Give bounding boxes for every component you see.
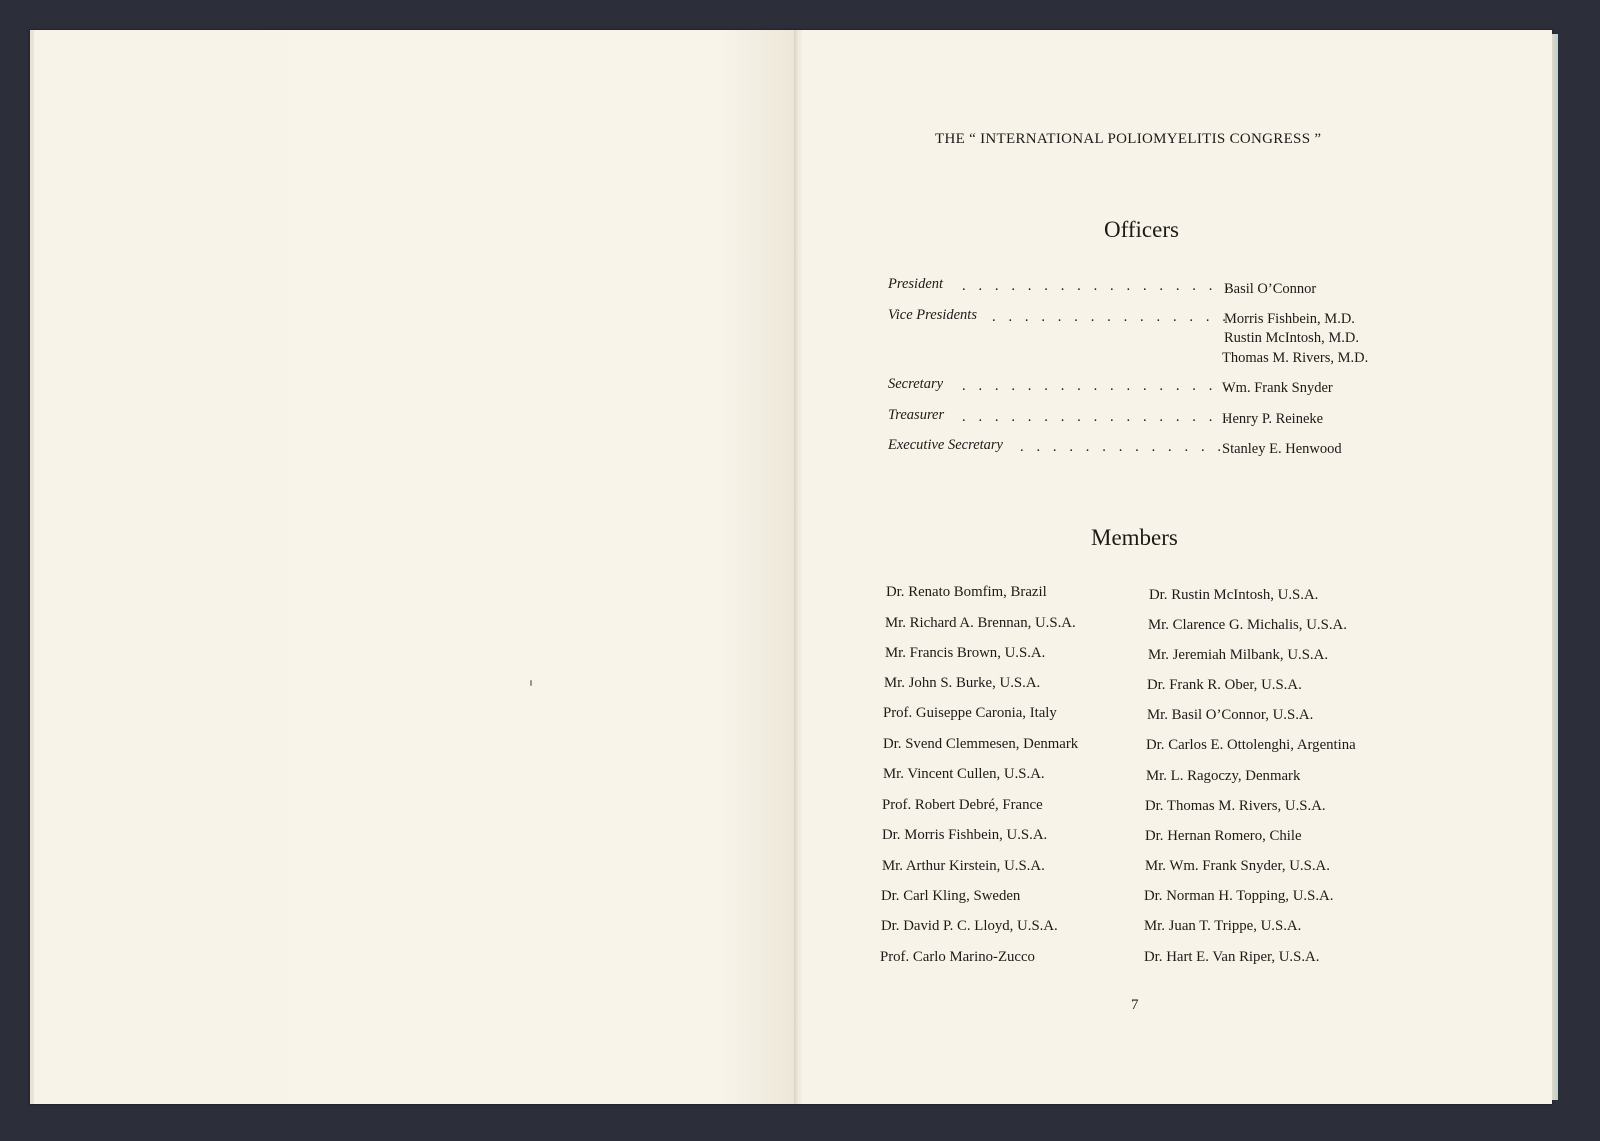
officer-name: Morris Fishbein, M.D. — [1224, 311, 1355, 327]
member-entry: Prof. Carlo Marino-Zucco — [880, 949, 1035, 965]
document-title: THE “ INTERNATIONAL POLIOMYELITIS CONGRESS ” — [935, 131, 1322, 147]
left-blank-page — [30, 30, 796, 1104]
member-entry: Dr. Renato Bomfim, Brazil — [886, 584, 1047, 600]
members-heading: Members — [1091, 525, 1178, 550]
member-entry: Dr. Svend Clemmesen, Denmark — [883, 736, 1079, 752]
right-page — [802, 30, 1552, 1104]
leader-dots: . . . . . . . . . . . . . . . — [992, 309, 1231, 325]
leader-dots: . . . . . . . . . . . . . . . . . — [962, 409, 1234, 425]
officer-name: Rustin McIntosh, M.D. — [1224, 330, 1359, 346]
officer-role-president: President — [888, 276, 944, 292]
member-entry: Mr. Richard A. Brennan, U.S.A. — [885, 615, 1076, 631]
page-mark — [530, 680, 532, 686]
officers-heading: Officers — [1104, 217, 1179, 242]
officer-name: Basil O’Connor — [1224, 281, 1317, 297]
leader-dots: . . . . . . . . . . . . . — [1020, 439, 1226, 455]
member-entry: Dr. Rustin McIntosh, U.S.A. — [1149, 587, 1319, 603]
leader-dots: . . . . . . . . . . . . . . . . . — [962, 278, 1234, 294]
member-entry: Mr. Francis Brown, U.S.A. — [885, 645, 1046, 661]
member-entry: Mr. L. Ragoczy, Denmark — [1146, 768, 1301, 784]
officer-role-executive-secretary: Executive Secretary — [888, 437, 1003, 453]
member-entry: Mr. John S. Burke, U.S.A. — [884, 675, 1041, 691]
officer-name: Wm. Frank Snyder — [1222, 380, 1333, 396]
member-entry: Dr. Thomas M. Rivers, U.S.A. — [1145, 798, 1326, 814]
member-entry: Dr. Morris Fishbein, U.S.A. — [882, 827, 1048, 843]
member-entry: Mr. Juan T. Trippe, U.S.A. — [1144, 918, 1302, 934]
officer-name: Henry P. Reineke — [1222, 411, 1324, 427]
page-edge — [1552, 34, 1558, 1100]
member-entry: Mr. Basil O’Connor, U.S.A. — [1147, 707, 1314, 723]
officer-role-vice-presidents: Vice Presidents — [888, 307, 977, 323]
member-entry: Mr. Wm. Frank Snyder, U.S.A. — [1145, 858, 1330, 874]
member-entry: Dr. Norman H. Topping, U.S.A. — [1144, 888, 1334, 904]
officer-role-treasurer: Treasurer — [888, 407, 945, 423]
page-number: 7 — [1131, 997, 1139, 1013]
member-entry: Dr. Carl Kling, Sweden — [881, 888, 1021, 904]
officer-role-secretary: Secretary — [888, 376, 944, 392]
leader-dots: . . . . . . . . . . . . . . . . . — [962, 378, 1234, 394]
officer-name: Stanley E. Henwood — [1222, 441, 1342, 457]
member-entry: Mr. Jeremiah Milbank, U.S.A. — [1148, 647, 1329, 663]
member-entry: Dr. Carlos E. Ottolenghi, Argentina — [1146, 737, 1356, 753]
member-entry: Dr. Hart E. Van Riper, U.S.A. — [1144, 949, 1320, 965]
member-entry: Dr. Hernan Romero, Chile — [1145, 828, 1302, 844]
member-entry: Prof. Robert Debré, France — [882, 797, 1043, 813]
member-entry: Mr. Arthur Kirstein, U.S.A. — [882, 858, 1045, 874]
member-entry: Dr. Frank R. Ober, U.S.A. — [1147, 677, 1302, 693]
member-entry: Dr. David P. C. Lloyd, U.S.A. — [881, 918, 1058, 934]
member-entry: Mr. Vincent Cullen, U.S.A. — [883, 766, 1045, 782]
member-entry: Mr. Clarence G. Michalis, U.S.A. — [1148, 617, 1347, 633]
open-booklet-spread — [30, 30, 1552, 1104]
book-gutter — [794, 30, 802, 1104]
officer-name: Thomas M. Rivers, M.D. — [1222, 350, 1369, 366]
member-entry: Prof. Guiseppe Caronia, Italy — [883, 705, 1057, 721]
